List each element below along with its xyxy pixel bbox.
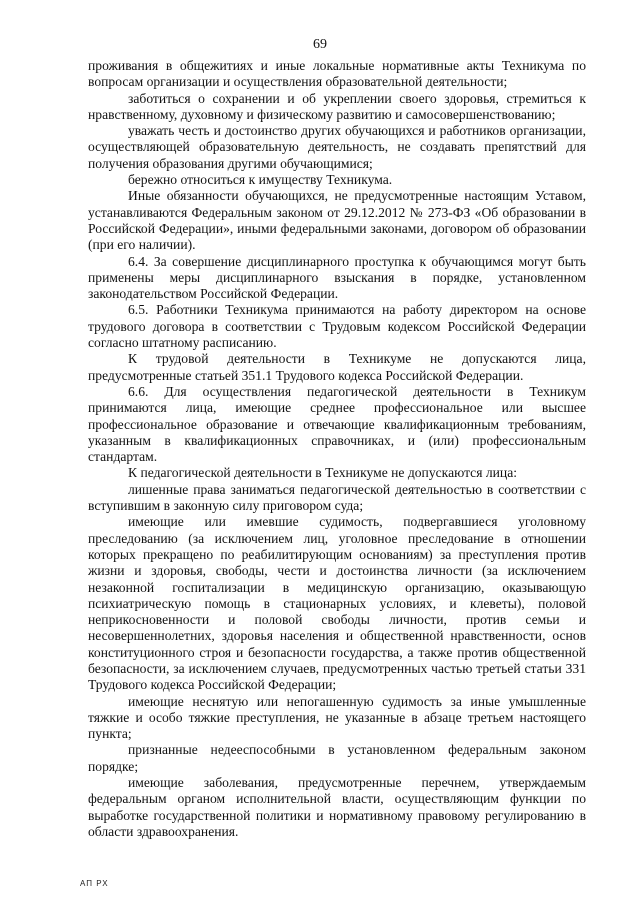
document-body: [88, 58, 586, 840]
paragraph-respect: уважать честь и достоинство других обучающихся и работников организации, осуществляющей образовательную деятельность, не создавать препятствий для получения образования другими обучающимися;: [88, 123, 586, 171]
paragraph-continuation: проживания в общежитиях и иные локальные нормативные акты Техникума по вопросам организации и осуществления образовательной деятельности;: [88, 58, 586, 90]
list-item-unexpunged-record: имеющие неснятую или непогашенную судимость за иные умышленные тяжкие и особо тяжкие преступления, не указанные в абзаце третьем настоящего пункта;: [88, 693, 586, 742]
list-item-incapacitated: признанные недееспособными в установленном федеральным законом порядке;: [88, 742, 586, 774]
paragraph-property: бережно относиться к имуществу Техникума.: [128, 172, 393, 188]
list-item-criminal-record: имеющие или имевшие судимость, подвергавшиеся уголовному преследованию (за исключением лиц, уголовное преследование в отношении которых прекращено по реабилитирующим основаниям) за преступления против жизни и здоровья, свободы, чести и достоинства личности (за исключением незаконной госпитализации в медицинскую организацию, оказывающую психиатрическую помощь в стационарных условиях, и клеветы), половой неприкосновенности и половой свободы личности, против семьи и несовершеннолетних, здоровья населения и общественной нравственности, основ конституционного строя и безопасности государства, а также против общественной безопасности, за исключением случаев, предусмотренных частью третьей статьи 331 Трудового кодекса Российской Федерации;: [88, 514, 586, 693]
page-number: 69: [313, 37, 327, 52]
clause-6-4: 6.4. За совершение дисциплинарного проступка к обучающимся могут быть применены меры дисциплинарного взыскания в порядке, установленном законодательством Российской Федерации.: [88, 253, 586, 302]
paragraph-other-duties: Иные обязанности обучающихся, не предусмотренные настоящим Уставом, устанавливаются Федеральным законом от 29.12.2012 № 273-ФЗ «Об образовании в Российской Федерации», иными федеральными законами, договором об образовании (при его наличии).: [88, 188, 586, 253]
footer-mark: АП РХ: [80, 879, 109, 888]
clause-6-5: 6.5. Работники Техникума принимаются на работу директором на основе трудового договора в соответствии с Трудовым кодексом Российской Федерации согласно штатному расписанию.: [88, 302, 586, 351]
list-item-diseases: имеющие заболевания, предусмотренные перечнем, утверждаемым федеральным органом исполнительной власти, осуществляющим функции по выработке государственной политики и нормативному правовому регулированию в области здравоохранения.: [88, 775, 586, 839]
paragraph-pedagogical-restriction: К педагогической деятельности в Техникуме не допускаются лица:: [128, 465, 518, 481]
clause-6-6: 6.6. Для осуществления педагогической деятельности в Техникум принимаются лица, имеющие среднее профессиональное или высшее профессиональное образование и отвечающие квалификационным требованиям, указанным в квалификационных справочниках, и (или) профессиональным стандартам.: [88, 383, 586, 465]
paragraph-health: заботиться о сохранении и об укреплении своего здоровья, стремиться к нравственному, духовному и физическому развитию и самосовершенствованию;: [88, 90, 586, 122]
paragraph-labor-restriction: К трудовой деятельности в Техникуме не допускаются лица, предусмотренные статьей 351.1 Трудового кодекса Российской Федерации.: [88, 351, 586, 383]
list-item-deprived-rights: лишенные права заниматься педагогической деятельностью в соответствии с вступившим в законную силу приговором суда;: [88, 481, 586, 514]
